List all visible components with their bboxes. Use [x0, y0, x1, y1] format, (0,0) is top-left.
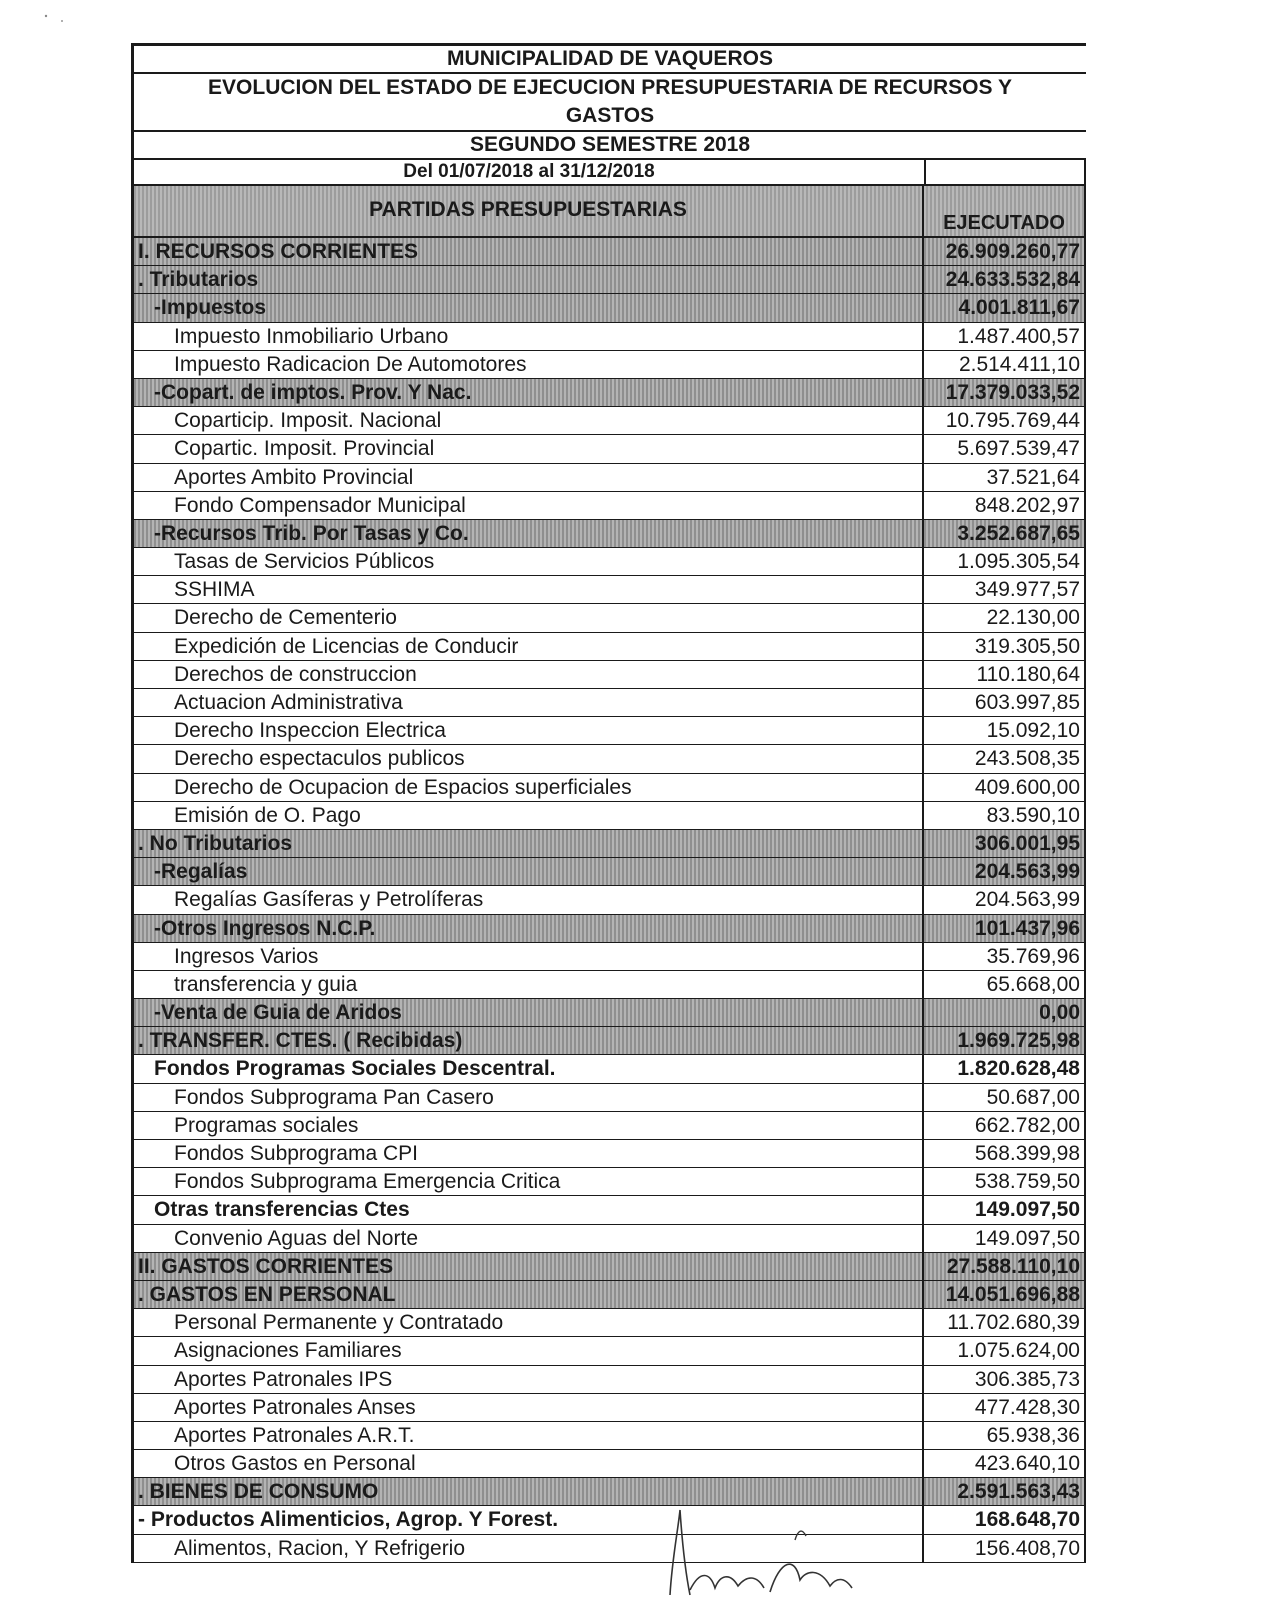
row-value: 2.514.411,10	[924, 351, 1086, 378]
table-row	[131, 943, 1086, 971]
table-row	[131, 915, 1086, 943]
row-label: Aportes Patronales A.R.T.	[134, 1422, 924, 1449]
row-value: 0,00	[924, 999, 1086, 1026]
row-label: -Copart. de imptos. Prov. Y Nac.	[134, 379, 924, 406]
row-label: Alimentos, Racion, Y Refrigerio	[134, 1535, 924, 1562]
row-value: 409.600,00	[924, 774, 1086, 801]
row-value: 27.588.110,10	[924, 1253, 1086, 1280]
row-label: Aportes Ambito Provincial	[134, 464, 924, 491]
row-label: -Regalías	[134, 858, 924, 885]
row-value: 35.769,96	[924, 943, 1086, 970]
row-label: Tasas de Servicios Públicos	[134, 548, 924, 575]
table-row	[131, 1366, 1086, 1394]
row-label: Fondos Subprograma Emergencia Critica	[134, 1168, 924, 1195]
row-label: Personal Permanente y Contratado	[134, 1309, 924, 1336]
table-row	[131, 1535, 1086, 1563]
row-value: 156.408,70	[924, 1535, 1086, 1562]
table-row	[131, 492, 1086, 520]
table-row	[131, 1506, 1086, 1534]
row-label: Fondos Programas Sociales Descentral.	[134, 1055, 924, 1082]
row-label: Impuesto Radicacion De Automotores	[134, 351, 924, 378]
row-value: 1.820.628,48	[924, 1055, 1086, 1082]
row-label: Fondos Subprograma CPI	[134, 1140, 924, 1167]
table-row	[131, 1394, 1086, 1422]
row-label: Otros Gastos en Personal	[134, 1450, 924, 1477]
row-label: Aportes Patronales Anses	[134, 1394, 924, 1421]
table-row	[131, 1281, 1086, 1309]
table-row	[131, 604, 1086, 632]
row-label: SSHIMA	[134, 576, 924, 603]
row-label: . TRANSFER. CTES. ( Recibidas)	[134, 1027, 924, 1054]
row-value: 24.633.532,84	[924, 266, 1086, 293]
row-value: 14.051.696,88	[924, 1281, 1086, 1308]
row-value: 101.437,96	[924, 915, 1086, 942]
row-value: 22.130,00	[924, 604, 1086, 631]
row-value: 306.001,95	[924, 830, 1086, 857]
table-row	[131, 1027, 1086, 1055]
table-row	[131, 689, 1086, 717]
table-row	[131, 971, 1086, 999]
budget-rows	[131, 238, 1086, 1563]
column-header-row	[131, 186, 1086, 238]
row-label: Otras transferencias Ctes	[134, 1196, 924, 1223]
row-value: 83.590,10	[924, 802, 1086, 829]
row-value: 11.702.680,39	[924, 1309, 1086, 1336]
row-value: 662.782,00	[924, 1112, 1086, 1139]
handwritten-signature	[660, 1500, 860, 1600]
row-value: 204.563,99	[924, 858, 1086, 885]
row-value: 168.648,70	[924, 1506, 1086, 1533]
period-label: Del 01/07/2018 al 31/12/2018	[134, 160, 926, 184]
row-label: Convenio Aguas del Norte	[134, 1225, 924, 1252]
row-value: 17.379.033,52	[924, 379, 1086, 406]
row-value: 204.563,99	[924, 886, 1086, 913]
scan-speck	[38, 10, 78, 30]
row-value: 50.687,00	[924, 1084, 1086, 1111]
period-blank-cell	[926, 160, 1086, 184]
municipality-title: MUNICIPALIDAD DE VAQUEROS	[131, 46, 1086, 74]
row-value: 477.428,30	[924, 1394, 1086, 1421]
row-label: Actuacion Administrativa	[134, 689, 924, 716]
table-row	[131, 1112, 1086, 1140]
row-value: 5.697.539,47	[924, 435, 1086, 462]
row-value: 110.180,64	[924, 661, 1086, 688]
table-row	[131, 1168, 1086, 1196]
report-title: EVOLUCION DEL ESTADO DE EJECUCION PRESUPUESTARIA DE RECURSOS Y GASTOS	[131, 74, 1086, 132]
row-label: - Productos Alimenticios, Agrop. Y Forest.	[134, 1506, 924, 1533]
column-header-items: PARTIDAS PRESUPUESTARIAS	[134, 186, 924, 236]
row-value: 10.795.769,44	[924, 407, 1086, 434]
row-value: 1.095.305,54	[924, 548, 1086, 575]
table-row	[131, 266, 1086, 294]
row-label: Regalías Gasíferas y Petrolíferas	[134, 886, 924, 913]
semester-title: SEGUNDO SEMESTRE 2018	[131, 132, 1086, 160]
row-label: -Venta de Guia de Aridos	[134, 999, 924, 1026]
table-row	[131, 1055, 1086, 1083]
row-label: . No Tributarios	[134, 830, 924, 857]
row-value: 538.759,50	[924, 1168, 1086, 1195]
row-value: 149.097,50	[924, 1225, 1086, 1252]
row-label: -Otros Ingresos N.C.P.	[134, 915, 924, 942]
row-value: 15.092,10	[924, 717, 1086, 744]
row-value: 26.909.260,77	[924, 238, 1086, 265]
row-label: -Impuestos	[134, 294, 924, 321]
row-label: I. RECURSOS CORRIENTES	[134, 238, 924, 265]
row-value: 3.252.687,65	[924, 520, 1086, 547]
row-label: Emisión de O. Pago	[134, 802, 924, 829]
row-value: 243.508,35	[924, 745, 1086, 772]
table-row	[131, 379, 1086, 407]
row-label: II. GASTOS CORRIENTES	[134, 1253, 924, 1280]
row-label: transferencia y guia	[134, 971, 924, 998]
table-row	[131, 1253, 1086, 1281]
row-value: 1.969.725,98	[924, 1027, 1086, 1054]
row-label: . Tributarios	[134, 266, 924, 293]
table-row	[131, 1478, 1086, 1506]
row-value: 65.938,36	[924, 1422, 1086, 1449]
table-row	[131, 661, 1086, 689]
table-row	[131, 886, 1086, 914]
table-row	[131, 407, 1086, 435]
row-label: Coparticip. Imposit. Nacional	[134, 407, 924, 434]
row-value: 37.521,64	[924, 464, 1086, 491]
table-row	[131, 802, 1086, 830]
row-label: Aportes Patronales IPS	[134, 1366, 924, 1393]
row-value: 1.075.624,00	[924, 1337, 1086, 1364]
table-row	[131, 1225, 1086, 1253]
row-label: Fondos Subprograma Pan Casero	[134, 1084, 924, 1111]
table-row	[131, 633, 1086, 661]
row-value: 568.399,98	[924, 1140, 1086, 1167]
row-value: 423.640,10	[924, 1450, 1086, 1477]
row-label: Derecho de Ocupacion de Espacios superficiales	[134, 774, 924, 801]
table-row	[131, 999, 1086, 1027]
row-label: . BIENES DE CONSUMO	[134, 1478, 924, 1505]
table-row	[131, 1422, 1086, 1450]
table-row	[131, 774, 1086, 802]
table-row	[131, 238, 1086, 266]
table-row	[131, 548, 1086, 576]
row-label: Derecho Inspeccion Electrica	[134, 717, 924, 744]
table-row	[131, 745, 1086, 773]
column-header-executed: EJECUTADO	[924, 186, 1086, 236]
row-label: . GASTOS EN PERSONAL	[134, 1281, 924, 1308]
table-row	[131, 858, 1086, 886]
table-row	[131, 351, 1086, 379]
row-label: Expedición de Licencias de Conducir	[134, 633, 924, 660]
row-label: Derecho espectaculos publicos	[134, 745, 924, 772]
row-label: Derechos de construccion	[134, 661, 924, 688]
table-row	[131, 464, 1086, 492]
row-value: 65.668,00	[924, 971, 1086, 998]
row-value: 349.977,57	[924, 576, 1086, 603]
table-row	[131, 1084, 1086, 1112]
row-label: Copartic. Imposit. Provincial	[134, 435, 924, 462]
table-row	[131, 1196, 1086, 1224]
budget-report	[131, 43, 1086, 1563]
row-value: 306.385,73	[924, 1366, 1086, 1393]
row-value: 319.305,50	[924, 633, 1086, 660]
table-row	[131, 1450, 1086, 1478]
row-value: 1.487.400,57	[924, 323, 1086, 350]
table-row	[131, 1309, 1086, 1337]
row-label: Derecho de Cementerio	[134, 604, 924, 631]
table-row	[131, 717, 1086, 745]
row-value: 149.097,50	[924, 1196, 1086, 1223]
table-row	[131, 294, 1086, 322]
row-value: 603.997,85	[924, 689, 1086, 716]
table-row	[131, 520, 1086, 548]
row-label: Impuesto Inmobiliario Urbano	[134, 323, 924, 350]
table-row	[131, 830, 1086, 858]
row-value: 848.202,97	[924, 492, 1086, 519]
table-row	[131, 1140, 1086, 1168]
row-label: Programas sociales	[134, 1112, 924, 1139]
row-label: Ingresos Varios	[134, 943, 924, 970]
row-value: 2.591.563,43	[924, 1478, 1086, 1505]
table-row	[131, 1337, 1086, 1365]
table-row	[131, 576, 1086, 604]
row-label: -Recursos Trib. Por Tasas y Co.	[134, 520, 924, 547]
period-row	[131, 160, 1086, 186]
table-row	[131, 323, 1086, 351]
row-label: Asignaciones Familiares	[134, 1337, 924, 1364]
table-row	[131, 435, 1086, 463]
row-value: 4.001.811,67	[924, 294, 1086, 321]
row-label: Fondo Compensador Municipal	[134, 492, 924, 519]
